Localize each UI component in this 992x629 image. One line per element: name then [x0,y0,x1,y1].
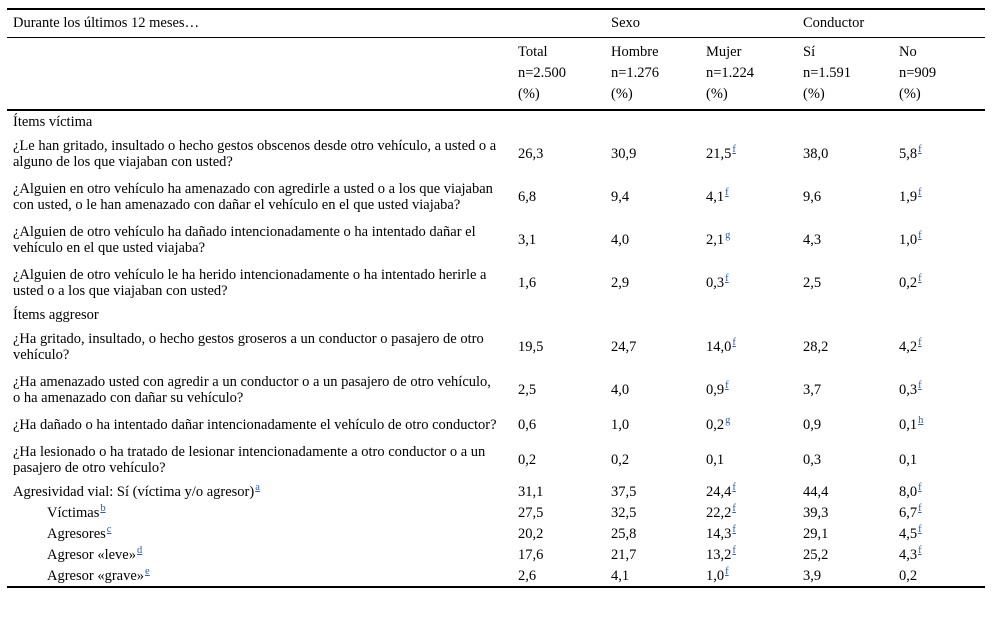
footnote-link[interactable]: f [725,379,729,391]
value-cell: 2,1$^g$ [706,229,731,248]
value-cell: 0,2 [518,451,537,468]
header-spacer [513,9,606,38]
table-row [7,261,985,304]
value-cell: 4,2$^f$ [899,336,922,355]
footnote-link[interactable]: f [725,186,729,198]
value-cell: 0,3$^f$ [706,272,729,291]
value-cell: 39,3 [803,504,829,521]
footnote-link[interactable]: b [100,502,106,514]
value-cell: 1,6 [518,274,537,291]
value-cell: 0,1$^h$ [899,414,924,433]
value-cell: 3,1 [518,231,537,248]
table-row [7,523,985,544]
table-row [7,325,985,368]
value-cell: 19,5 [518,338,544,355]
footnote-link[interactable]: g [725,414,731,426]
footnote-link[interactable]: f [918,229,922,241]
footnote-link[interactable]: h [918,414,924,426]
table-row [7,218,985,261]
table-row [7,411,985,438]
value-cell: 32,5 [611,504,637,521]
value-cell: 0,3 [803,451,822,468]
value-cell: 0,2$^g$ [706,414,731,433]
header-spacer [7,38,513,61]
value-cell: 0,3$^f$ [899,379,922,398]
value-cell: 9,4 [611,188,630,205]
section-row [7,304,985,325]
results-table [7,8,985,588]
n-mujer: n=1.224 [706,65,755,81]
table-row [7,544,985,565]
header-spacer [7,81,513,110]
value-cell: 24,4$^f$ [706,481,736,500]
table-row [7,565,985,587]
value-cell: 4,0 [611,231,630,248]
footnote-link[interactable]: e [145,565,150,577]
col-header-hombre: Hombre [611,44,659,60]
col-header-total: Total [518,44,548,60]
value-cell: 27,5 [518,504,544,521]
value-cell: 21,5$^f$ [706,143,736,162]
row-label: Ítems víctima [13,114,93,130]
row-label: Agresor «grave»$^e$ [47,565,150,584]
row-label: Agresores$^c$ [47,523,112,542]
value-cell: 4,3$^f$ [899,544,922,563]
footnote-link[interactable]: f [918,379,922,391]
value-cell: 24,7 [611,338,637,355]
row-label: ¿Alguien en otro vehículo ha amenazado con agredirle a usted o a los que viajaban con usted, o le han amenazado con dañar el vehículo en el que usted viajaba? [13,180,493,213]
percent-row [7,81,985,110]
value-cell: 9,6 [803,188,822,205]
row-label: Ítems aggresor [13,307,99,323]
row-label: Agresor «leve»$^d$ [47,544,143,563]
value-cell: 0,9 [803,416,822,433]
footnote-link[interactable]: f [918,272,922,284]
n-no: n=909 [899,65,937,81]
header-spacer [7,60,513,81]
table-header [7,9,985,110]
footnote-link[interactable]: f [918,481,922,493]
row-label: ¿Ha amenazado usted con agredir a un conductor o a un pasajero de otro vehículo, o ha amenazado con dañar su vehículo? [13,373,491,406]
value-cell: 4,1 [611,567,630,584]
value-cell: 31,1 [518,483,544,500]
table-body [7,110,985,587]
value-cell: 22,2$^f$ [706,502,736,521]
value-cell: 3,9 [803,567,822,584]
footnote-link[interactable]: c [106,523,112,535]
value-cell: 37,5 [611,483,637,500]
col-header-si: Sí [803,44,816,60]
value-cell: 0,1 [899,451,918,468]
table-row [7,132,985,175]
col-header-mujer: Mujer [706,44,742,60]
value-cell: 30,9 [611,145,637,162]
row-label: ¿Ha gritado, insultado, o hecho gestos groseros a un conductor o pasajero de otro vehículo? [13,330,484,363]
value-cell: 2,6 [518,567,537,584]
value-cell: 14,3$^f$ [706,523,736,542]
value-cell: 21,7 [611,546,637,563]
n-total: n=2.500 [518,65,567,81]
sample-size-row [7,60,985,81]
row-label: ¿Le han gritado, insultado o hecho gestos obscenos desde otro vehículo, a usted o a alguno de los que viajaban con usted? [13,137,497,170]
footnote-link[interactable]: f [918,502,922,514]
table-row [7,368,985,411]
value-cell: 13,2$^f$ [706,544,736,563]
pct-label-no: (%) [894,81,985,110]
value-cell: 6,8 [518,188,537,205]
value-cell: 17,6 [518,546,544,563]
value-cell: 0,2$^f$ [899,272,922,291]
footnote-link[interactable]: f [918,143,922,155]
footnote-link[interactable]: a [255,481,260,493]
section-row [7,110,985,132]
value-cell: 0,2 [611,451,630,468]
value-cell: 38,0 [803,145,829,162]
footnote-link[interactable]: f [732,143,736,155]
value-cell: 1,0$^f$ [706,565,729,584]
pct-label-total: (%) [513,81,606,110]
footnote-link[interactable]: d [136,544,143,556]
value-cell: 1,9$^f$ [899,186,922,205]
footnote-link[interactable]: f [732,481,736,493]
value-cell: 0,1 [706,451,725,468]
footnote-link[interactable]: f [732,544,736,556]
row-label: ¿Ha dañado o ha intentado dañar intencionadamente el vehículo de otro conductor? [13,416,497,433]
value-cell: 14,0$^f$ [706,336,736,355]
pct-label-si: (%) [798,81,894,110]
footnote-link[interactable]: f [732,502,736,514]
footnote-link[interactable]: f [732,336,736,348]
column-label-row [7,38,985,61]
value-cell: 0,6 [518,416,537,433]
value-cell: 1,0$^f$ [899,229,922,248]
value-cell: 5,8$^f$ [899,143,922,162]
value-cell: 4,5$^f$ [899,523,922,542]
value-cell: 29,1 [803,525,829,542]
n-si: n=1.591 [803,65,852,81]
value-cell: 2,9 [611,274,630,291]
value-cell: 25,2 [803,546,829,563]
value-cell: 4,1$^f$ [706,186,729,205]
table-row [7,438,985,481]
table-row [7,502,985,523]
footnote-link[interactable]: f [918,544,922,556]
table-title: Durante los últimos 12 meses… [7,9,513,38]
value-cell: 1,0 [611,416,630,433]
value-cell: 28,2 [803,338,829,355]
col-header-no: No [899,44,917,60]
value-cell: 6,7$^f$ [899,502,922,521]
row-label: Víctimas$^b$ [47,502,106,521]
value-cell: 44,4 [803,483,829,500]
footnote-link[interactable]: f [732,523,736,535]
group-header-conductor: Conductor [798,9,985,38]
value-cell: 0,2 [899,567,918,584]
value-cell: 20,2 [518,525,544,542]
value-cell: 26,3 [518,145,544,162]
pct-label-mujer: (%) [701,81,798,110]
row-label: ¿Alguien de otro vehículo ha dañado intencionadamente o ha intentado dañar el vehículo en el que usted viajaba? [13,223,476,256]
footnote-link[interactable]: f [725,272,729,284]
n-hombre: n=1.276 [611,65,660,81]
row-label: Agresividad vial: Sí (víctima y/o agresor)$^a$ [13,481,260,500]
value-cell: 2,5 [518,381,537,398]
footnote-link[interactable]: g [725,229,731,241]
table-row [7,175,985,218]
table-row [7,481,985,502]
row-label: ¿Alguien de otro vehículo le ha herido intencionadamente o ha intentado herirle a usted o a los que viajaban con usted? [13,266,487,299]
value-cell: 3,7 [803,381,822,398]
group-header-row [7,9,985,38]
value-cell: 0,9$^f$ [706,379,729,398]
footnote-link[interactable]: f [918,186,922,198]
group-header-sexo: Sexo [606,9,798,38]
pct-label-hombre: (%) [606,81,701,110]
row-label: ¿Ha lesionado o ha tratado de lesionar intencionadamente a otro conductor o a un pasajero de otro vehículo? [13,443,486,476]
value-cell: 25,8 [611,525,637,542]
footnote-link[interactable]: f [918,336,922,348]
value-cell: 8,0$^f$ [899,481,922,500]
footnote-link[interactable]: f [918,523,922,535]
value-cell: 4,0 [611,381,630,398]
footnote-link[interactable]: f [725,565,729,577]
value-cell: 2,5 [803,274,822,291]
value-cell: 4,3 [803,231,822,248]
